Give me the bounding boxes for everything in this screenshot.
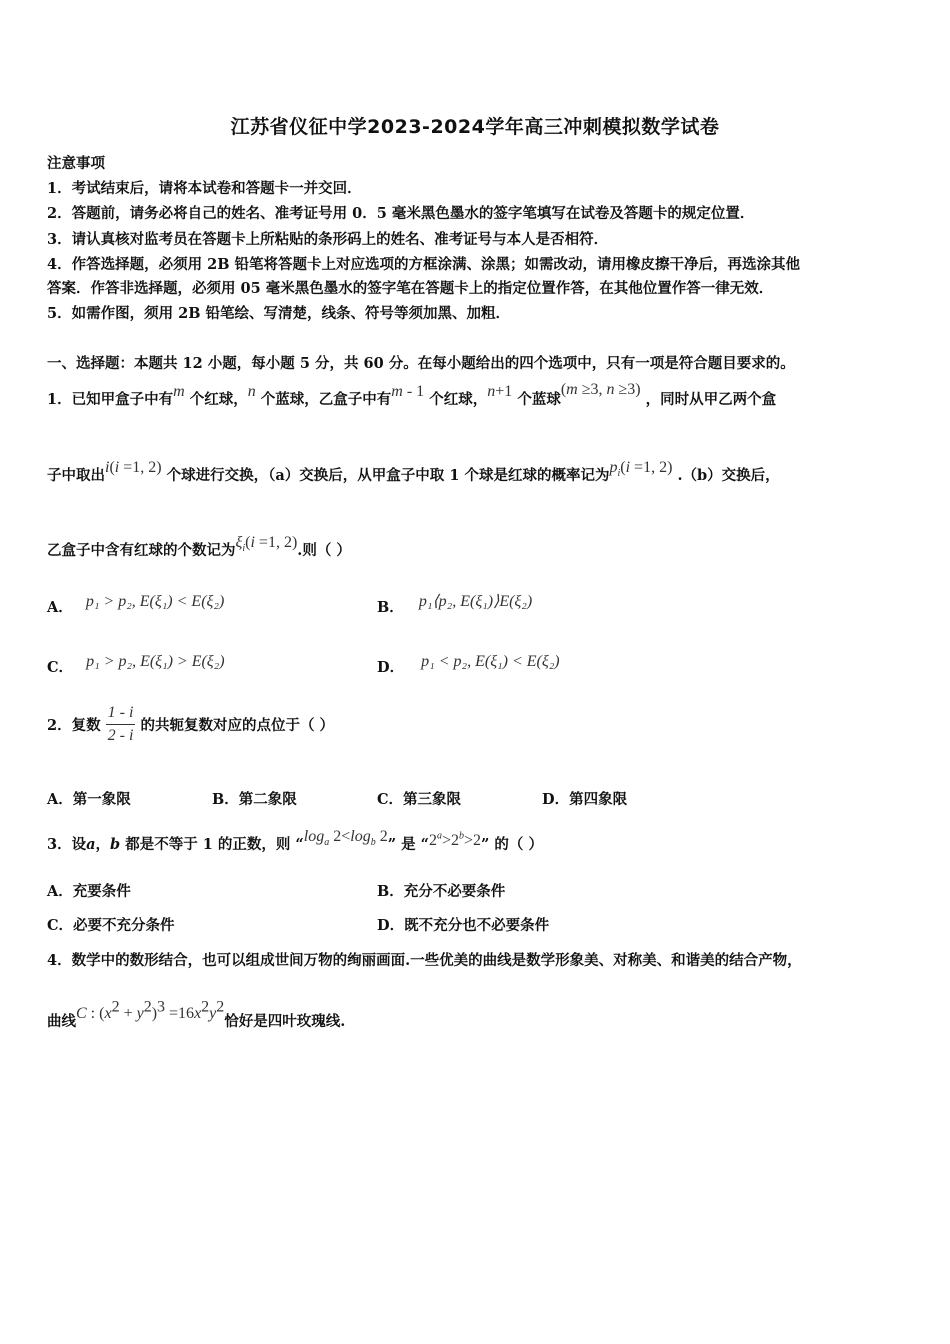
q4-line1: 4．数学中的数形结合，也可以组成世间万物的绚丽画面.一些优美的曲线是数学形象美、对称美、和谐美的结合产物， [47, 952, 802, 969]
notice-heading: 注意事项 [47, 155, 105, 172]
q1-line3: 乙盒子中含有红球的个数记为$\xi_i(i =1$, 2).则（ ） [47, 534, 351, 559]
q1-line1: 1．已知甲盒子中有m 个红球，n 个蓝球，乙盒子中有m - 1 个红球，n+1 个蓝球(m ≥3, n ≥3) ，同时从甲乙两个盒 [47, 381, 777, 408]
notice-item: 答案．作答非选择题，必须用 05 毫米黑色墨水的签字笔在答题卡上的指定位置作答，在其他位置作答一律无效． [47, 280, 774, 297]
notice-item: 5．如需作图，须用 2B 铅笔绘、写清楚，线条、符号等须加黑、加粗． [47, 305, 511, 322]
q1-option-a[interactable]: A． p₁ > p₂, E(ξ₁) < E(ξ₂) [47, 593, 225, 616]
notice-item: 3．请认真核对监考员在答题卡上所粘贴的条形码上的姓名、准考证号与本人是否相符． [47, 231, 609, 248]
q4-line2: 曲线C : $(x^2 + y^2)^3 =16x^2y^2$恰好是四叶玫瑰线. [47, 998, 346, 1030]
q2-option-c[interactable]: C．第三象限 [377, 791, 462, 808]
q2-fraction: $\frac{1 - i}{2 - i}$ [107, 704, 134, 744]
notice-item: 1．考试结束后，请将本试卷和答题卡一并交回． [47, 180, 362, 197]
notice-item: 4．作答选择题，必须用 2B 铅笔将答题卡上对应选项的方框涂满、涂黑；如需改动，请用橡皮擦干净后，再选涂其他 [47, 256, 801, 273]
q2-option-a[interactable]: A．第一象限 [47, 791, 131, 808]
q3-option-d[interactable]: D．既不充分也不必要条件 [377, 917, 550, 934]
q2-option-b[interactable]: B．第二象限 [212, 791, 297, 808]
q1-option-c[interactable]: C． p₁ > p₂, E(ξ₁) > E(ξ₂) [47, 653, 225, 676]
q3-option-c[interactable]: C．必要不充分条件 [47, 917, 175, 934]
q3-option-b[interactable]: B．充分不必要条件 [377, 883, 506, 900]
q2-stem: 2．复数 $\frac{1 - i}{2 - i}$ 的共轭复数对应的点位于（ ） [47, 704, 335, 744]
q3-stem: 3．设a，b 都是不等于 1 的正数，则 “$\log_a$ $2<\log_b$ 2” 是 “$2^a>2^b>2$” 的（ ） [47, 828, 543, 853]
section-heading: 一、选择题：本题共 12 小题，每小题 5 分，共 60 分。在每小题给出的四个选项中，只有一项是符合题目要求的。 [47, 355, 795, 372]
q1-option-b[interactable]: B． p₁⟨p₂, E(ξ₁)⟩E(ξ₂) [377, 593, 533, 616]
q1-option-d[interactable]: D． p₁ < p₂, E(ξ₁) < E(ξ₂) [377, 653, 560, 676]
q3-option-a[interactable]: A．充要条件 [47, 883, 131, 900]
notice-item: 2．答题前，请务必将自己的姓名、准考证号用 0．5 毫米黑色墨水的签字笔填写在试卷及答题卡的规定位置． [47, 205, 755, 222]
page-title: 江苏省仪征中学2023-2024学年高三冲刺模拟数学试卷 [230, 116, 720, 138]
q1-line2: 子中取出i(i =1, 2) 个球进行交换，（a）交换后，从甲盒子中取 1 个球是红球的概率记为$p_i(i =1$, 2) .（b）交换后， [47, 459, 780, 484]
q2-option-d[interactable]: D．第四象限 [542, 791, 628, 808]
